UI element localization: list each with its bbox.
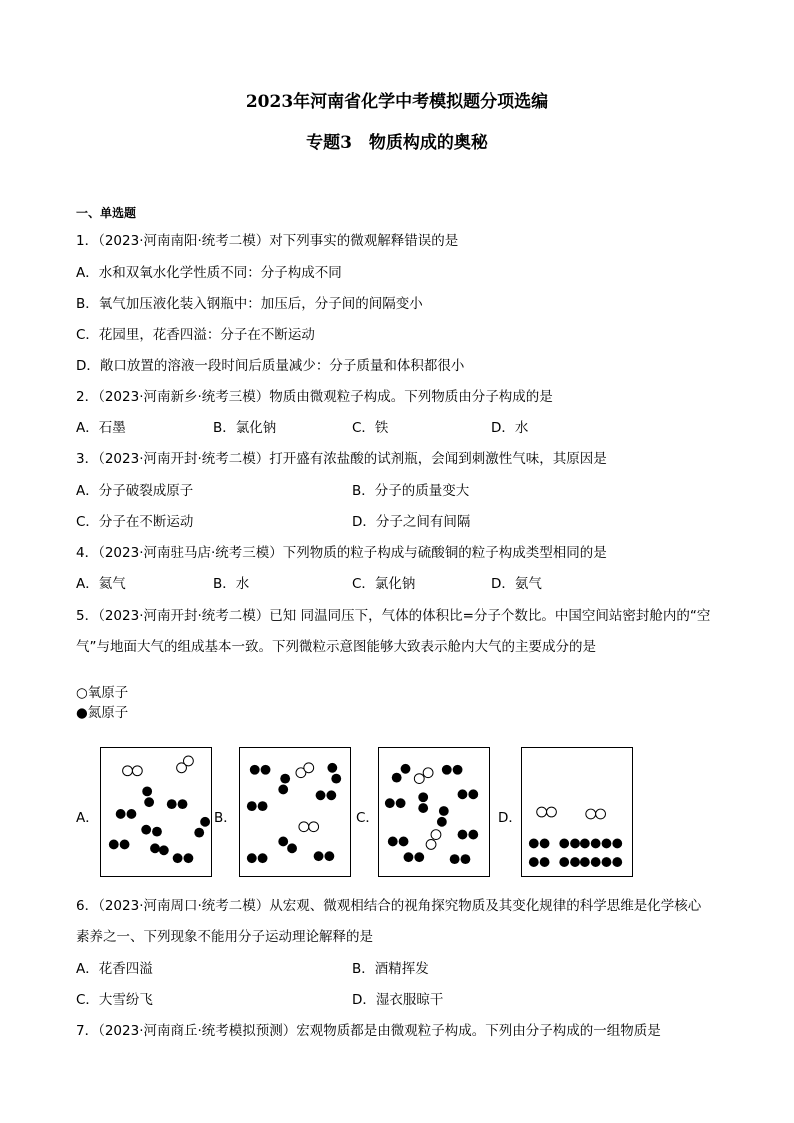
question-2-option-d: D．水: [491, 420, 529, 436]
question-5-stem-line-2: 气”与地面大气的组成基本一致。下列微粒示意图能够大致表示舱内大气的主要成分的是: [76, 639, 596, 655]
legend-oxygen: ○氧原子: [76, 685, 129, 701]
question-1-option-d: D．敞口放置的溶液一段时间后质量减少：分子质量和体积都很小: [76, 358, 465, 374]
oxygen-molecules: [296, 763, 319, 832]
diagram-b: [239, 747, 351, 877]
question-7-stem: 7．（2023·河南商丘·统考模拟预测）宏观物质都是由微观粒子构成。下列由分子构成的一组物质是: [76, 1023, 661, 1039]
question-1-option-b: B．氧气加压液化装入钢瓶中：加压后，分子间的间隔变小: [76, 296, 423, 312]
page-subtitle: 专题3 物质构成的奥秘: [306, 133, 488, 153]
particle-diagram-d: [522, 748, 632, 876]
particle-diagram-c: [379, 748, 489, 876]
question-2-option-c: C．铁: [352, 420, 389, 436]
question-4-option-c: C．氯化钠: [352, 576, 416, 592]
diagram-c: [378, 747, 490, 877]
question-3-stem: 3．（2023·河南开封·统考二模）打开盛有浓盐酸的试剂瓶，会闻到刺激性气味，其原因是: [76, 451, 607, 467]
question-3-option-b: B．分子的质量变大: [352, 483, 470, 499]
question-1-stem: 1．（2023·河南南阳·统考二模）对下列事实的微观解释错误的是: [76, 233, 459, 249]
option-b-label: B．: [214, 810, 237, 826]
question-1-option-a: A．水和双氧水化学性质不同：分子构成不同: [76, 265, 342, 281]
nitrogen-molecules: [109, 786, 210, 863]
question-6-stem-line-2: 素养之一、下列现象不能用分子运动理论解释的是: [76, 929, 373, 945]
particle-diagram-a: [101, 748, 211, 876]
nitrogen-molecules: [247, 763, 341, 863]
option-d-label: D．: [498, 810, 522, 826]
nitrogen-molecules: [529, 839, 622, 867]
diagram-a: [100, 747, 212, 877]
question-5-stem-line-1: 5．（2023·河南开封·统考二模）已知 同温同压下，气体的体积比=分子个数比。中国空间站密封舱内的“空: [76, 608, 711, 624]
question-3-option-a: A．分子破裂成原子: [76, 483, 194, 499]
question-6-stem-line-1: 6．（2023·河南周口·统考二模）从宏观、微观相结合的视角探究物质及其变化规律的科学思维是化学核心: [76, 898, 702, 914]
question-6-option-a: A．花香四溢: [76, 961, 153, 977]
legend-nitrogen: ●氮原子: [76, 705, 129, 721]
question-4-option-b: B．水: [213, 576, 250, 592]
question-3-option-d: D．分子之间有间隔: [352, 514, 471, 530]
question-6-option-c: C．大雪纷飞: [76, 992, 153, 1008]
diagram-d: [521, 747, 633, 877]
question-2-option-b: B．氯化钠: [213, 420, 277, 436]
question-1-option-c: C．花园里，花香四溢：分子在不断运动: [76, 327, 315, 343]
question-4-option-a: A．氦气: [76, 576, 126, 592]
question-6-option-b: B．酒精挥发: [352, 961, 429, 977]
oxygen-molecules: [123, 756, 194, 776]
option-c-label: C．: [356, 810, 379, 826]
oxygen-molecules: [537, 807, 606, 819]
question-2-stem: 2．（2023·河南新乡·统考三模）物质由微观粒子构成。下列物质由分子构成的是: [76, 389, 553, 405]
question-2-option-a: A．石墨: [76, 420, 126, 436]
section-heading: 一、单选题: [76, 206, 137, 220]
question-6-option-d: D．湿衣服晾干: [352, 992, 444, 1008]
question-4-option-d: D．氨气: [491, 576, 542, 592]
question-3-option-c: C．分子在不断运动: [76, 514, 194, 530]
question-4-stem: 4．（2023·河南驻马店·统考三模）下列物质的粒子构成与硫酸铜的粒子构成类型相同的是: [76, 545, 607, 561]
option-a-label: A．: [76, 810, 99, 826]
particle-diagram-b: [240, 748, 350, 876]
page-title: 2023年河南省化学中考模拟题分项选编: [245, 92, 549, 112]
